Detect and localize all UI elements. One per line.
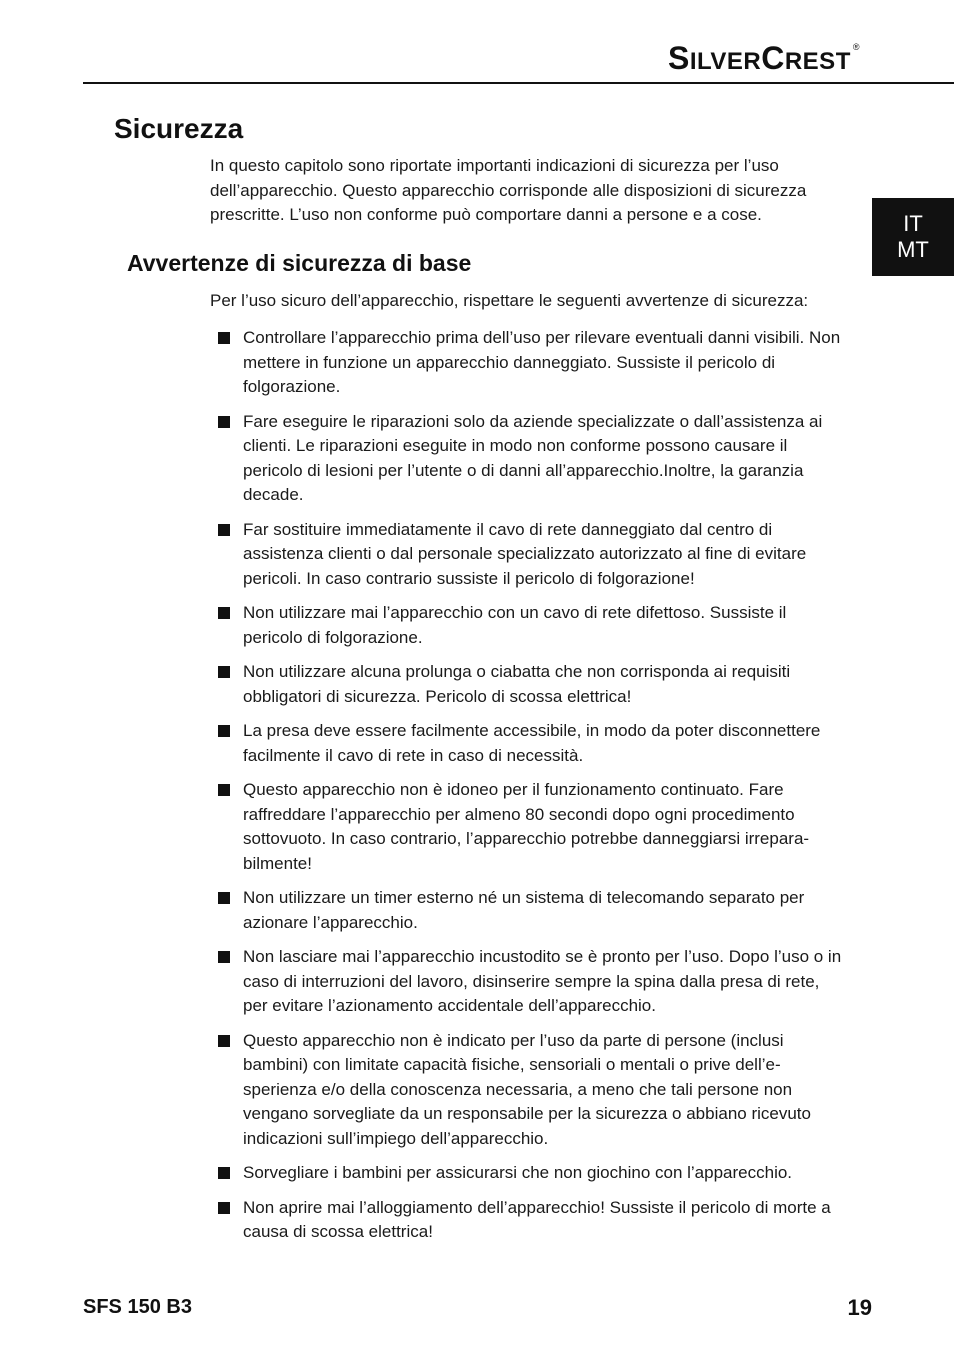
intro-paragraph: In questo capitolo sono riportate importanti indicazioni di sicurezza per l’uso dell’apparecchio. Questo apparecchio corrisponde alle disposizioni di sicurezza prescritte. L’uso non conforme può comportare danni a persone e a cose. [210,156,807,224]
language-code-it: IT [903,211,923,236]
square-bullet-icon [218,892,230,904]
square-bullet-icon [218,332,230,344]
list-item [210,410,842,508]
list-item [210,886,842,935]
section-lead: Per l’uso sicuro dell’apparecchio, rispettare le seguenti avvertenze di sicurezza: [210,291,809,310]
section-heading: Avvertenze di sicurezza di base [127,250,472,276]
header-divider [83,82,954,84]
list-item-text: Non utilizzare mai l’apparecchio con un cavo di rete difettoso. Sussiste il pericolo di folgorazione. [243,603,787,647]
language-tab [872,198,954,276]
list-item [210,601,842,650]
list-item-text: Questo apparecchio non è indicato per l’uso da parte di persone (inclusi bambini) con limitate capacità fisiche, sensoriali o mentali o prive dell’e-sperienza e/o della conoscenza necessaria, a meno che tali persone non vengano sorvegliate da un responsabile per la sicurezza o abbiano ricevuto indicazioni sull’impiego dell’apparecchio. [243,1030,811,1148]
square-bullet-icon [218,1167,230,1179]
brand-logo: SILVERCREST® [667,40,860,76]
language-code-mt: MT [897,237,929,262]
list-item-text: La presa deve essere facilmente accessibile, in modo da poter disconnettere facilmente il cavo di rete in caso di necessità. [243,721,821,765]
page-number: 19 [847,1295,872,1320]
square-bullet-icon [218,784,230,796]
square-bullet-icon [218,607,230,619]
square-bullet-icon [218,725,230,737]
list-item-text: Non utilizzare un timer esterno né un sistema di telecomando separato per azionare l’apparecchio. [243,888,805,932]
list-item [210,778,842,876]
list-item-text: Sorvegliare i bambini per assicurarsi che non giochino con l’apparecchio. [243,1163,793,1182]
square-bullet-icon [218,1202,230,1214]
list-item [210,719,842,768]
list-item-text: Fare eseguire le riparazioni solo da aziende specializzate o dall’assistenza ai clienti. Le riparazioni eseguite in modo non conforme possono causare il pericolo di lesioni per l’utente o di danni all’apparecchio.Inoltre, la garanzia decade. [243,411,823,504]
footer-model-number: SFS 150 B3 [83,1296,192,1318]
square-bullet-icon [218,524,230,536]
square-bullet-icon [218,951,230,963]
list-item [210,945,842,1019]
list-item [210,1029,842,1152]
list-item-text: Far sostituire immediatamente il cavo di rete danneggiato dal centro di assistenza clienti o dal personale specializzato autorizzato al fine di evitare pericoli. In caso contrario sussiste il pericolo di folgorazione! [243,519,807,588]
list-item-text: Non lasciare mai l’apparecchio incustodito se è pronto per l’uso. Dopo l’uso o in caso di interruzioni del lavoro, disinserire sempre la spina dalla presa di rete, per evitare l’azionamento accidentale dell’apparecchio. [243,947,842,1015]
list-item-text: Questo apparecchio non è idoneo per il funzionamento continuato. Fare raffreddare l’apparecchio per almeno 80 secondi dopo ogni procedimento sottovuoto. In caso contrario, l’apparecchio potrebbe danneggiarsi irrepara-bilmente! [243,780,810,873]
list-item [210,326,842,400]
square-bullet-icon [218,416,230,428]
list-item-text: Non utilizzare alcuna prolunga o ciabatta che non corrisponda ai requisiti obbligatori di sicurezza. Pericolo di scossa elettrica! [243,662,791,706]
square-bullet-icon [218,666,230,678]
square-bullet-icon [218,1035,230,1047]
warning-list [210,326,842,1255]
list-item [210,1196,842,1245]
list-item [210,1161,842,1186]
page-title: Sicurezza [114,113,244,144]
list-item-text: Non aprire mai l’alloggiamento dell’apparecchio! Sussiste il pericolo di morte a causa di scossa elettrica! [243,1197,831,1241]
list-item-text: Controllare l’apparecchio prima dell’uso per rilevare eventuali danni visibili. Non mettere in funzione un apparecchio danneggiato. Sussiste il pericolo di folgorazione. [243,328,841,396]
list-item [210,518,842,592]
list-item [210,660,842,709]
